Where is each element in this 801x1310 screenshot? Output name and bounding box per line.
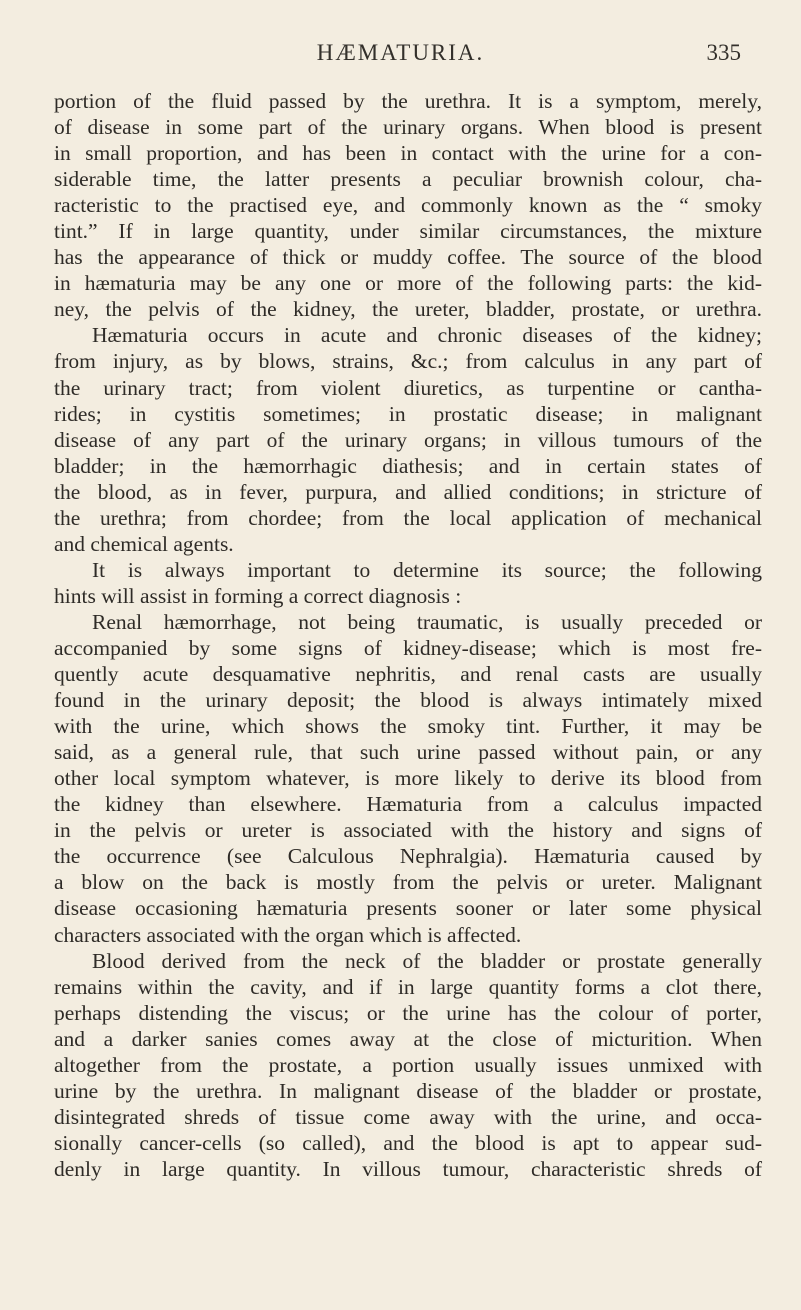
text-line: said, as a general rule, that such urine passed without pain, or any bbox=[54, 740, 762, 765]
text-line: and a darker sanies comes away at the close of micturition. When bbox=[54, 1026, 762, 1051]
paragraph-start-line: It is always important to determine its source; the following bbox=[92, 557, 762, 582]
running-header bbox=[0, 40, 801, 70]
text-line: siderable time, the latter presents a peculiar brownish colour, cha- bbox=[54, 167, 762, 192]
text-line: and chemical agents. bbox=[54, 531, 234, 556]
running-title: HÆMATURIA. bbox=[316, 40, 485, 65]
text-line: characters associated with the organ which is affected. bbox=[54, 922, 522, 947]
text-line: perhaps distending the viscus; or the urine has the colour of porter, bbox=[54, 1000, 762, 1025]
text-line: has the appearance of thick or muddy coffee. The source of the blood bbox=[54, 245, 762, 270]
text-line: disease of any part of the urinary organs; in villous tumours of the bbox=[54, 427, 762, 452]
paragraph-start-line: Renal hæmorrhage, not being traumatic, is usually preceded or bbox=[92, 609, 762, 634]
text-line: disintegrated shreds of tissue come away with the urine, and occa- bbox=[54, 1104, 762, 1129]
text-line: quently acute desquamative nephritis, and renal casts are usually bbox=[54, 662, 762, 687]
page-number: 335 bbox=[706, 40, 741, 65]
text-line: in hæmaturia may be any one or more of the following parts: the kid- bbox=[54, 271, 762, 296]
text-line: accompanied by some signs of kidney-disease; which is most fre- bbox=[54, 635, 762, 660]
text-line: racteristic to the practised eye, and commonly known as the “ smoky bbox=[54, 193, 762, 218]
text-line: rides; in cystitis sometimes; in prostatic disease; in malignant bbox=[54, 401, 762, 426]
text-line: a blow on the back is mostly from the pelvis or ureter. Malignant bbox=[54, 870, 762, 895]
text-line: the blood, as in fever, purpura, and allied conditions; in stricture of bbox=[54, 479, 762, 504]
text-line: the urinary tract; from violent diuretics, as turpentine or cantha- bbox=[54, 375, 762, 400]
text-line: with the urine, which shows the smoky tint. Further, it may be bbox=[54, 714, 762, 739]
text-line: in small proportion, and has been in contact with the urine for a con- bbox=[54, 141, 762, 166]
text-line: the kidney than elsewhere. Hæmaturia from a calculus impacted bbox=[54, 792, 762, 817]
text-line: disease occasioning hæmaturia presents sooner or later some physical bbox=[54, 896, 762, 921]
text-line: bladder; in the hæmorrhagic diathesis; and in certain states of bbox=[54, 453, 762, 478]
text-line: denly in large quantity. In villous tumour, characteristic shreds of bbox=[54, 1156, 762, 1181]
text-line: remains within the cavity, and if in large quantity forms a clot there, bbox=[54, 974, 762, 999]
text-line: in the pelvis or ureter is associated with the history and signs of bbox=[54, 818, 762, 843]
text-line: the urethra; from chordee; from the local application of mechanical bbox=[54, 505, 762, 530]
paragraph-start-line: Blood derived from the neck of the bladder or prostate generally bbox=[92, 948, 762, 973]
text-line: from injury, as by blows, strains, &c.; from calculus in any part of bbox=[54, 349, 762, 374]
text-line: urine by the urethra. In malignant disease of the bladder or prostate, bbox=[54, 1078, 762, 1103]
text-line: sionally cancer-cells (so called), and the blood is apt to appear sud- bbox=[54, 1130, 762, 1155]
text-line: altogether from the prostate, a portion usually issues unmixed with bbox=[54, 1052, 762, 1077]
text-line: ney, the pelvis of the kidney, the ureter, bladder, prostate, or urethra. bbox=[54, 297, 762, 322]
text-line: found in the urinary deposit; the blood is always intimately mixed bbox=[54, 688, 762, 713]
text-line: hints will assist in forming a correct diagnosis : bbox=[54, 583, 462, 608]
paragraph-start-line: Hæmaturia occurs in acute and chronic diseases of the kidney; bbox=[92, 323, 762, 348]
text-line: the occurrence (see Calculous Nephralgia). Hæmaturia caused by bbox=[54, 844, 762, 869]
text-line: portion of the fluid passed by the urethra. It is a symptom, merely, bbox=[54, 89, 762, 113]
body-text bbox=[54, 88, 762, 1182]
text-line: tint.” If in large quantity, under similar circumstances, the mixture bbox=[54, 219, 762, 244]
text-line: of disease in some part of the urinary organs. When blood is present bbox=[54, 115, 762, 140]
text-line: other local symptom whatever, is more likely to derive its blood from bbox=[54, 766, 762, 791]
